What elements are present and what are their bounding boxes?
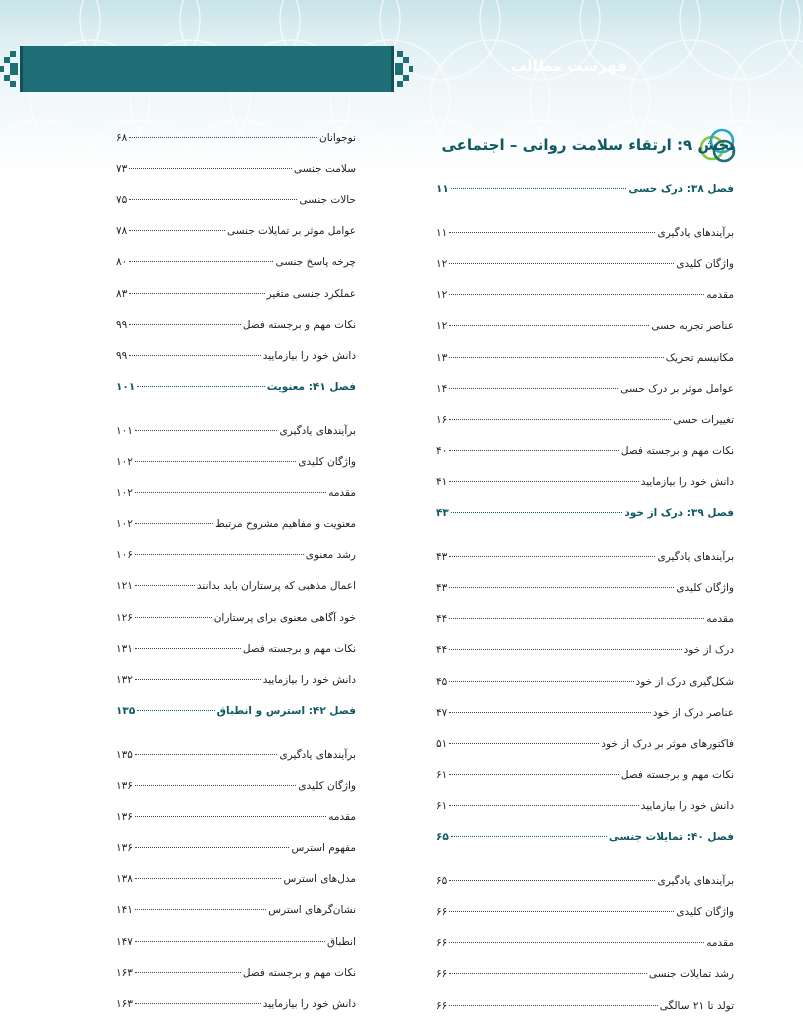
page-number: ۱۳۵ — [116, 704, 136, 717]
dot-leader — [449, 911, 674, 912]
dot-leader — [451, 836, 607, 837]
dot-leader — [135, 430, 278, 431]
page-number: ۴۳ — [436, 551, 448, 564]
entry-title: دانش خود را بیازمایید — [262, 349, 356, 362]
entry-title: رشد تمایلات جنسی — [648, 968, 734, 981]
page-number: ۱۰۲ — [116, 487, 133, 500]
toc-entry-row — [116, 839, 356, 857]
toc-entry-row — [116, 640, 356, 658]
dot-leader — [449, 649, 681, 650]
entry-title: خود آگاهی معنوی برای پرستاران — [213, 611, 356, 624]
banner-ornament-right-icon — [395, 47, 413, 91]
toc-entry-row — [116, 160, 356, 178]
page-title: فهرست مطالب — [511, 57, 627, 75]
page-number: ۱۰۱ — [116, 380, 136, 393]
entry-title: برآیندهای یادگیری — [657, 875, 734, 888]
toc-entry-row — [436, 442, 734, 460]
toc-entry-row — [116, 995, 356, 1013]
entry-title: دانش خود را بیازمایید — [262, 673, 356, 686]
entry-title: مقدمه — [328, 487, 356, 500]
dot-leader — [135, 554, 304, 555]
toc-entry-row — [436, 965, 734, 983]
toc-entry-row — [436, 934, 734, 952]
toc-entry-row — [436, 766, 734, 784]
toc-entry-row — [116, 671, 356, 689]
entry-title: نکات مهم و برجسته فصل — [242, 642, 356, 655]
dot-leader — [135, 461, 296, 462]
page-number: ۴۴ — [436, 613, 448, 626]
dot-leader — [135, 617, 212, 618]
toc-entry-row — [116, 422, 356, 440]
dot-leader — [135, 972, 241, 973]
entry-title: عناصر درک از خود — [652, 706, 734, 719]
dot-leader — [129, 199, 297, 200]
entry-title: نوجوانان — [318, 132, 356, 144]
toc-chapter-row — [436, 504, 734, 522]
toc-entry-row — [116, 129, 356, 147]
page-number: ۱۲ — [436, 320, 448, 333]
dot-leader — [129, 168, 292, 169]
dot-leader — [449, 263, 674, 264]
dot-leader — [449, 1005, 657, 1006]
page-number: ۴۳ — [436, 507, 449, 519]
page-number: ۱۳۶ — [116, 780, 133, 792]
page-number: ۷۵ — [116, 194, 128, 207]
page-number: ۵۱ — [436, 737, 448, 750]
entry-title: برآیندهای یادگیری — [279, 748, 356, 761]
entry-title: اعمال مذهبی که پرستاران باید بدانند — [196, 580, 356, 593]
toc-entry-row — [116, 808, 356, 826]
toc-entry-row — [436, 286, 734, 304]
page-number: ۷۳ — [116, 163, 128, 176]
dot-leader — [129, 324, 241, 325]
entry-title: عملکرد جنسی متغیر — [266, 287, 356, 300]
toc-entry-row — [116, 777, 356, 795]
dot-leader — [449, 481, 638, 482]
entry-title: واژگان کلیدی — [676, 258, 734, 271]
toc-entry-row — [116, 253, 356, 271]
toc-entry-row — [436, 579, 734, 597]
entry-title: برآیندهای یادگیری — [657, 551, 734, 564]
dot-leader — [449, 880, 655, 881]
toc-entry-row — [116, 609, 356, 627]
dot-leader — [135, 754, 278, 755]
dot-leader — [137, 386, 264, 387]
page-number: ۴۵ — [436, 675, 448, 688]
page-number: ۱۳۶ — [116, 842, 133, 855]
page-number: ۱۶ — [436, 413, 448, 426]
toc-entry-row — [116, 901, 356, 919]
dot-leader — [449, 805, 638, 806]
page-number: ۱۶۳ — [116, 966, 133, 979]
page-number: ۶۶ — [436, 906, 448, 919]
entry-title: برآیندهای یادگیری — [657, 227, 734, 240]
toc-entry-row — [436, 735, 734, 753]
toc-entry-row — [436, 224, 734, 242]
dot-leader — [135, 941, 325, 942]
page-number: ۶۸ — [116, 132, 128, 144]
toc-entry-row — [436, 903, 734, 921]
page-number: ۱۴ — [436, 382, 448, 395]
page-number: ۱۳۸ — [116, 873, 133, 886]
entry-title: عوامل موثر بر تمایلات جنسی — [226, 225, 356, 238]
toc-entry-row — [116, 964, 356, 982]
page-number: ۸۰ — [116, 256, 128, 269]
entry-title: سلامت جنسی — [293, 163, 356, 176]
dot-leader — [449, 357, 663, 358]
dot-leader — [135, 878, 282, 879]
dot-leader — [449, 743, 599, 744]
page-number: ۴۰ — [436, 444, 448, 457]
toc-entry-row — [116, 285, 356, 303]
entry-title: عوامل موثر بر درک حسی — [620, 382, 734, 395]
toc-entry-row — [116, 347, 356, 365]
toc-entry-row — [436, 411, 734, 429]
dot-leader — [449, 325, 649, 326]
dot-leader — [449, 450, 619, 451]
page-number: ۱۰۲ — [116, 518, 133, 531]
toc-entry-row — [436, 473, 734, 491]
dot-leader — [137, 710, 214, 711]
page-number: ۱۱ — [436, 183, 449, 195]
dot-leader — [449, 232, 655, 233]
toc-entry-row — [116, 453, 356, 471]
dot-leader — [449, 774, 619, 775]
entry-title: حالات جنسی — [299, 194, 356, 207]
dot-leader — [129, 293, 264, 294]
entry-title: درک از خود — [683, 644, 734, 657]
entry-title: نکات مهم و برجسته فصل — [620, 768, 734, 781]
chapter-title: فصل ۴۱: معنویت — [266, 380, 356, 393]
entry-title: نکات مهم و برجسته فصل — [242, 966, 356, 979]
toc-entry-row — [436, 317, 734, 335]
page-number: ۱۴۱ — [116, 904, 133, 917]
page-number: ۴۷ — [436, 706, 448, 719]
toc-entry-row — [116, 870, 356, 888]
page-number: ۶۵ — [436, 875, 448, 888]
entry-title: مکانیسم تحریک — [665, 351, 734, 364]
toc-entry-row — [436, 704, 734, 722]
toc-entry-row — [436, 872, 734, 890]
toc-entry-row — [436, 610, 734, 628]
toc-entry-row — [116, 191, 356, 209]
entry-title: عناصر تجربه حسی — [651, 320, 734, 333]
toc-chapter-row — [116, 378, 356, 396]
chapter-title: فصل ۳۸: درک حسی — [628, 183, 734, 195]
dot-leader — [135, 785, 296, 786]
page-number: ۶۱ — [436, 768, 448, 781]
entry-title: نکات مهم و برجسته فصل — [242, 318, 356, 331]
entry-title: برآیندهای یادگیری — [279, 424, 356, 437]
toc-entry-row — [116, 546, 356, 564]
entry-title: مقدمه — [328, 811, 356, 824]
entry-title: تغییرات حسی — [673, 413, 734, 426]
entry-title: شکل‌گیری درک از خود — [635, 675, 734, 688]
toc-entry-row — [436, 797, 734, 815]
page-number: ۱۳۱ — [116, 642, 133, 655]
dot-leader — [135, 1003, 261, 1004]
page-number: ۱۳ — [436, 351, 448, 364]
toc-entry-row — [436, 673, 734, 691]
page-number: ۱۰۲ — [116, 456, 133, 468]
entry-title: تولد تا ۲۱ سالگی — [659, 999, 734, 1012]
page-number: ۶۱ — [436, 799, 448, 812]
dot-leader — [135, 492, 326, 493]
dot-leader — [135, 648, 241, 649]
toc-entry-row — [116, 316, 356, 334]
dot-leader — [449, 294, 704, 295]
dot-leader — [135, 679, 261, 680]
page-number: ۹۹ — [116, 349, 128, 362]
chapter-title: فصل ۴۰: تمایلات جنسی — [608, 831, 734, 843]
entry-title: واژگان کلیدی — [298, 780, 356, 792]
toc-entry-row — [116, 484, 356, 502]
dot-leader — [449, 942, 704, 943]
page-number: ۹۹ — [116, 318, 128, 331]
page-number: ۴۴ — [436, 644, 448, 657]
page-number: ۱۲ — [436, 258, 448, 271]
page-number: ۷۸ — [116, 225, 128, 238]
toc-entry-row — [116, 933, 356, 951]
entry-title: انطباق — [327, 935, 356, 948]
toc-chapter-row — [436, 180, 734, 198]
page-number: ۱۶۳ — [116, 997, 133, 1010]
toc-entry-row — [436, 548, 734, 566]
page-number: ۱۳۲ — [116, 673, 133, 686]
toc-entry-row — [436, 641, 734, 659]
entry-title: دانش خود را بیازمایید — [640, 475, 734, 488]
page-number: ۱۱ — [436, 227, 448, 240]
section-heading: بخش ۹: ارتقاء سلامت روانی – اجتماعی — [441, 136, 735, 154]
page-number: ۴۱ — [436, 475, 448, 488]
entry-title: مدل‌های استرس — [283, 873, 356, 886]
toc-chapter-row — [116, 702, 356, 720]
toc-entry-row — [116, 577, 356, 595]
page-number: ۱۲۶ — [116, 611, 133, 624]
entry-title: رشد معنوی — [305, 549, 356, 562]
dot-leader — [135, 816, 326, 817]
dot-leader — [449, 712, 651, 713]
dot-leader — [129, 355, 260, 356]
banner-ornament-left-icon — [0, 47, 18, 91]
title-banner — [20, 46, 394, 92]
entry-title: مقدمه — [706, 289, 734, 302]
entry-title: واژگان کلیدی — [676, 906, 734, 919]
chapter-title: فصل ۴۲: استرس و انطباق — [216, 704, 356, 717]
dot-leader — [135, 909, 266, 910]
page-number: ۶۶ — [436, 937, 448, 950]
dot-leader — [135, 523, 213, 524]
entry-title: معنویت و مفاهیم مشروح مرتبط — [215, 518, 356, 531]
entry-title: مقدمه — [706, 937, 734, 950]
dot-leader — [129, 230, 225, 231]
entry-title: مفهوم استرس — [291, 842, 356, 855]
chapter-title: فصل ۳۹: درک از خود — [624, 507, 734, 519]
dot-leader — [451, 188, 627, 189]
toc-entry-row — [436, 997, 734, 1015]
toc-chapter-row — [436, 828, 734, 846]
entry-title: دانش خود را بیازمایید — [640, 799, 734, 812]
page-number: ۱۲ — [436, 289, 448, 302]
dot-leader — [449, 587, 674, 588]
toc-entry-row — [436, 380, 734, 398]
page-number: ۴۳ — [436, 582, 448, 595]
page-number: ۶۶ — [436, 968, 448, 981]
toc-entry-row — [436, 255, 734, 273]
dot-leader — [449, 973, 647, 974]
toc-entry-row — [116, 746, 356, 764]
toc-entry-row — [116, 515, 356, 533]
dot-leader — [449, 556, 655, 557]
dot-leader — [449, 618, 704, 619]
toc-entry-row — [436, 349, 734, 367]
entry-title: واژگان کلیدی — [676, 582, 734, 595]
entry-title: نکات مهم و برجسته فصل — [620, 444, 734, 457]
page-number: ۱۳۵ — [116, 748, 133, 761]
dot-leader — [449, 419, 671, 420]
dot-leader — [449, 681, 633, 682]
page-number: ۶۶ — [436, 999, 448, 1012]
entry-title: نشان‌گرهای استرس — [268, 904, 356, 917]
page-number: ۱۲۱ — [116, 580, 133, 593]
page-number: ۸۳ — [116, 287, 128, 300]
entry-title: چرخه پاسخ جنسی — [275, 256, 356, 269]
page-number: ۱۳۶ — [116, 811, 133, 824]
dot-leader — [129, 261, 273, 262]
dot-leader — [129, 137, 317, 138]
entry-title: فاکتورهای موثر بر درک از خود — [601, 737, 734, 750]
page-number: ۱۴۷ — [116, 935, 133, 948]
page-number: ۶۵ — [436, 831, 449, 843]
toc-entry-row — [116, 222, 356, 240]
entry-title: مقدمه — [706, 613, 734, 626]
entry-title: دانش خود را بیازمایید — [262, 997, 356, 1010]
dot-leader — [451, 512, 623, 513]
page-number: ۱۰۱ — [116, 424, 133, 437]
dot-leader — [135, 585, 195, 586]
dot-leader — [449, 388, 618, 389]
page-number: ۱۰۶ — [116, 549, 133, 562]
entry-title: واژگان کلیدی — [298, 456, 356, 468]
dot-leader — [135, 847, 290, 848]
